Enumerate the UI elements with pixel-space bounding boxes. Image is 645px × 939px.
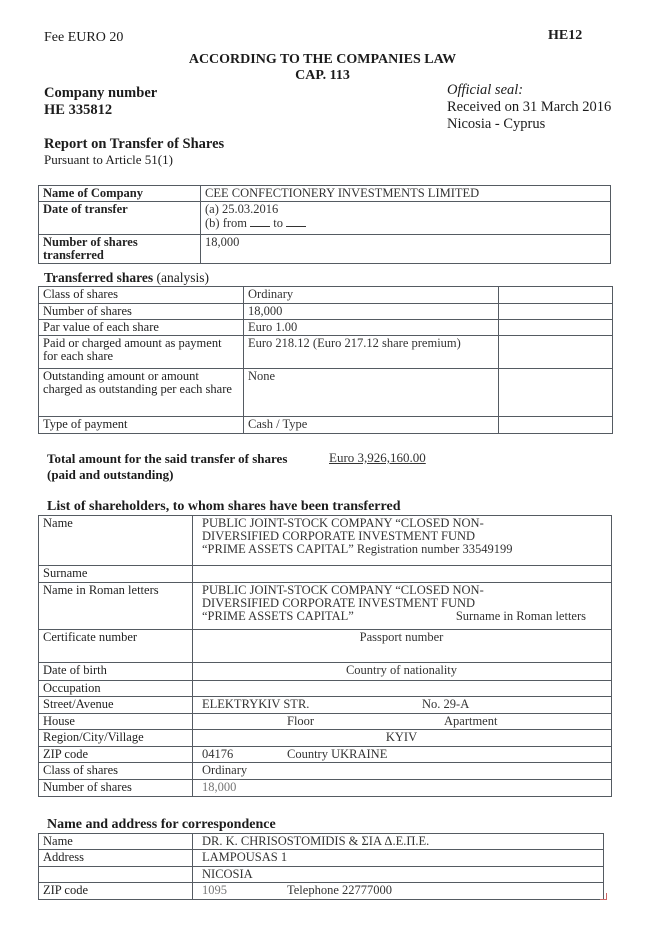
row-value (193, 747, 612, 763)
line: DIVERSIFIED CORPORATE INVESTMENT FUND (202, 596, 476, 610)
row-value: 18,000 (193, 780, 612, 797)
total-value: Euro 3,926,160.00 (329, 450, 426, 465)
table-row (39, 417, 613, 434)
row-value: Cash / Type (244, 417, 499, 434)
table-row (39, 516, 612, 566)
fee-text: Fee EURO 20 (44, 30, 124, 45)
table-row (39, 730, 612, 747)
company-name-label: Name of Company (39, 186, 201, 202)
row-label: ZIP code (39, 747, 193, 763)
date-a: (a) 25.03.2016 (205, 202, 279, 216)
shareholders-table (38, 515, 612, 797)
seal-received: Received on 31 March 2016 (447, 99, 612, 115)
table-row (39, 336, 613, 369)
line: “PRIME ASSETS CAPITAL” Registration number 33549199 (202, 542, 513, 556)
date-of-transfer-value (201, 202, 611, 235)
law-cap: CAP. 113 (295, 68, 350, 83)
row-label: Par value of each share (39, 320, 244, 336)
value-right: Telephone 22777000 (287, 883, 393, 897)
ink-mark (600, 893, 607, 900)
company-number-label: Company number (44, 85, 158, 101)
value-left: 1095 (202, 883, 227, 897)
row-value: Country of nationality (193, 663, 612, 681)
row-value: None (244, 369, 499, 417)
seal-place: Nicosia - Cyprus (447, 116, 546, 132)
row-value (193, 566, 612, 583)
row-label: Number of shares (39, 780, 193, 797)
company-number: HE 335812 (44, 102, 113, 118)
row-label: ZIP code (39, 883, 193, 900)
row-label (39, 867, 193, 883)
row-label: Type of payment (39, 417, 244, 434)
row-value: 18,000 (244, 304, 499, 320)
date-to-label: to (273, 216, 283, 230)
row-value: Passport number (193, 630, 612, 663)
row-value: KYIV (193, 730, 612, 747)
date-from-label: (b) from (205, 216, 247, 230)
value-right: Country UKRAINE (287, 747, 388, 761)
line-left: “PRIME ASSETS CAPITAL” (202, 609, 354, 623)
row-label: Region/City/Village (39, 730, 193, 747)
table-row (39, 747, 612, 763)
row-value: Ordinary (193, 763, 612, 780)
row-value (193, 714, 612, 730)
date-of-transfer-label: Date of transfer (39, 202, 201, 235)
correspondence-table (38, 833, 604, 900)
row-label: Certificate number (39, 630, 193, 663)
row-extra (499, 417, 613, 434)
row-label: Street/Avenue (39, 697, 193, 714)
line: DIVERSIFIED CORPORATE INVESTMENT FUND (202, 529, 476, 543)
table-row (39, 630, 612, 663)
date-from-blank (250, 216, 270, 227)
table-row (39, 834, 604, 850)
row-extra (499, 320, 613, 336)
line (202, 610, 606, 623)
table-row (39, 780, 612, 797)
value-left: Floor (287, 714, 315, 728)
total-label-sub: (paid and outstanding) (47, 467, 174, 482)
table-row (39, 867, 604, 883)
row-value (193, 883, 604, 900)
date-b (205, 216, 605, 230)
row-label: Surname (39, 566, 193, 583)
row-label: House (39, 714, 193, 730)
table-row (39, 663, 612, 681)
row-value: NICOSIA (193, 867, 604, 883)
row-value: Euro 218.12 (Euro 217.12 share premium) (244, 336, 499, 369)
line: PUBLIC JOINT-STOCK COMPANY “CLOSED NON- (202, 583, 484, 597)
row-label: Name (39, 834, 193, 850)
shares-transferred-label: Number of shares transferred (39, 235, 201, 264)
line: PUBLIC JOINT-STOCK COMPANY “CLOSED NON- (202, 516, 484, 530)
company-table (38, 185, 611, 264)
table-row (39, 304, 613, 320)
law-title: ACCORDING TO THE COMPANIES LAW (188, 52, 457, 67)
row-label: Name (39, 516, 193, 566)
table-row (39, 287, 613, 304)
seal-label: Official seal: (447, 82, 524, 98)
row-extra (499, 369, 613, 417)
roman-name-value (193, 583, 612, 630)
row-extra (499, 336, 613, 369)
report-subtitle: Pursuant to Article 51(1) (44, 152, 173, 167)
table-row (39, 850, 604, 867)
row-value: DR. K. CHRISOSTOMIDIS & ΣIA Δ.E.Π.E. (193, 834, 604, 850)
shareholder-name-value (193, 516, 612, 566)
report-title: Report on Transfer of Shares (44, 136, 225, 152)
row-value (193, 681, 612, 697)
table-row (39, 763, 612, 780)
form-code: HE12 (548, 28, 583, 43)
table-row (39, 681, 612, 697)
table-row (39, 235, 611, 264)
row-extra (499, 304, 613, 320)
row-extra (499, 287, 613, 304)
row-value (193, 697, 612, 714)
row-label: Name in Roman letters (39, 583, 193, 630)
row-label: Paid or charged amount as payment for each share (39, 336, 244, 369)
row-value: LAMPOUSAS 1 (193, 850, 604, 867)
table-row (39, 202, 611, 235)
value-right: No. 29-A (422, 697, 470, 711)
total-label: Total amount for the said transfer of shares (47, 451, 288, 466)
row-label: Date of birth (39, 663, 193, 681)
table-row (39, 883, 604, 900)
table-row (39, 697, 612, 714)
table-row (39, 186, 611, 202)
correspondence-title: Name and address for correspondence (47, 817, 276, 832)
shares-transferred-value: 18,000 (201, 235, 611, 264)
value-right: Apartment (444, 714, 498, 728)
table-row (39, 320, 613, 336)
row-value: Ordinary (244, 287, 499, 304)
value-left: ELEKTRYKIV STR. (202, 697, 310, 711)
row-label: Number of shares (39, 304, 244, 320)
table-row (39, 583, 612, 630)
line-right: Surname in Roman letters (455, 609, 586, 623)
table-row (39, 369, 613, 417)
row-value: Euro 1.00 (244, 320, 499, 336)
table-row (39, 714, 612, 730)
shareholders-title: List of shareholders, to whom shares have been transferred (47, 499, 401, 514)
transferred-shares-title (44, 270, 209, 286)
value-left: 04176 (202, 747, 234, 761)
row-label: Class of shares (39, 763, 193, 780)
row-label: Class of shares (39, 287, 244, 304)
company-name-value: CEE CONFECTIONERY INVESTMENTS LIMITED (201, 186, 611, 202)
transferred-shares-table (38, 286, 613, 434)
row-label: Address (39, 850, 193, 867)
row-label: Outstanding amount or amount charged as outstanding per each share (39, 369, 244, 417)
transferred-shares-title-bold: Transferred shares (44, 270, 154, 285)
transferred-shares-title-normal: (analysis) (156, 270, 209, 285)
date-to-blank (286, 216, 306, 227)
row-label: Occupation (39, 681, 193, 697)
table-row (39, 566, 612, 583)
